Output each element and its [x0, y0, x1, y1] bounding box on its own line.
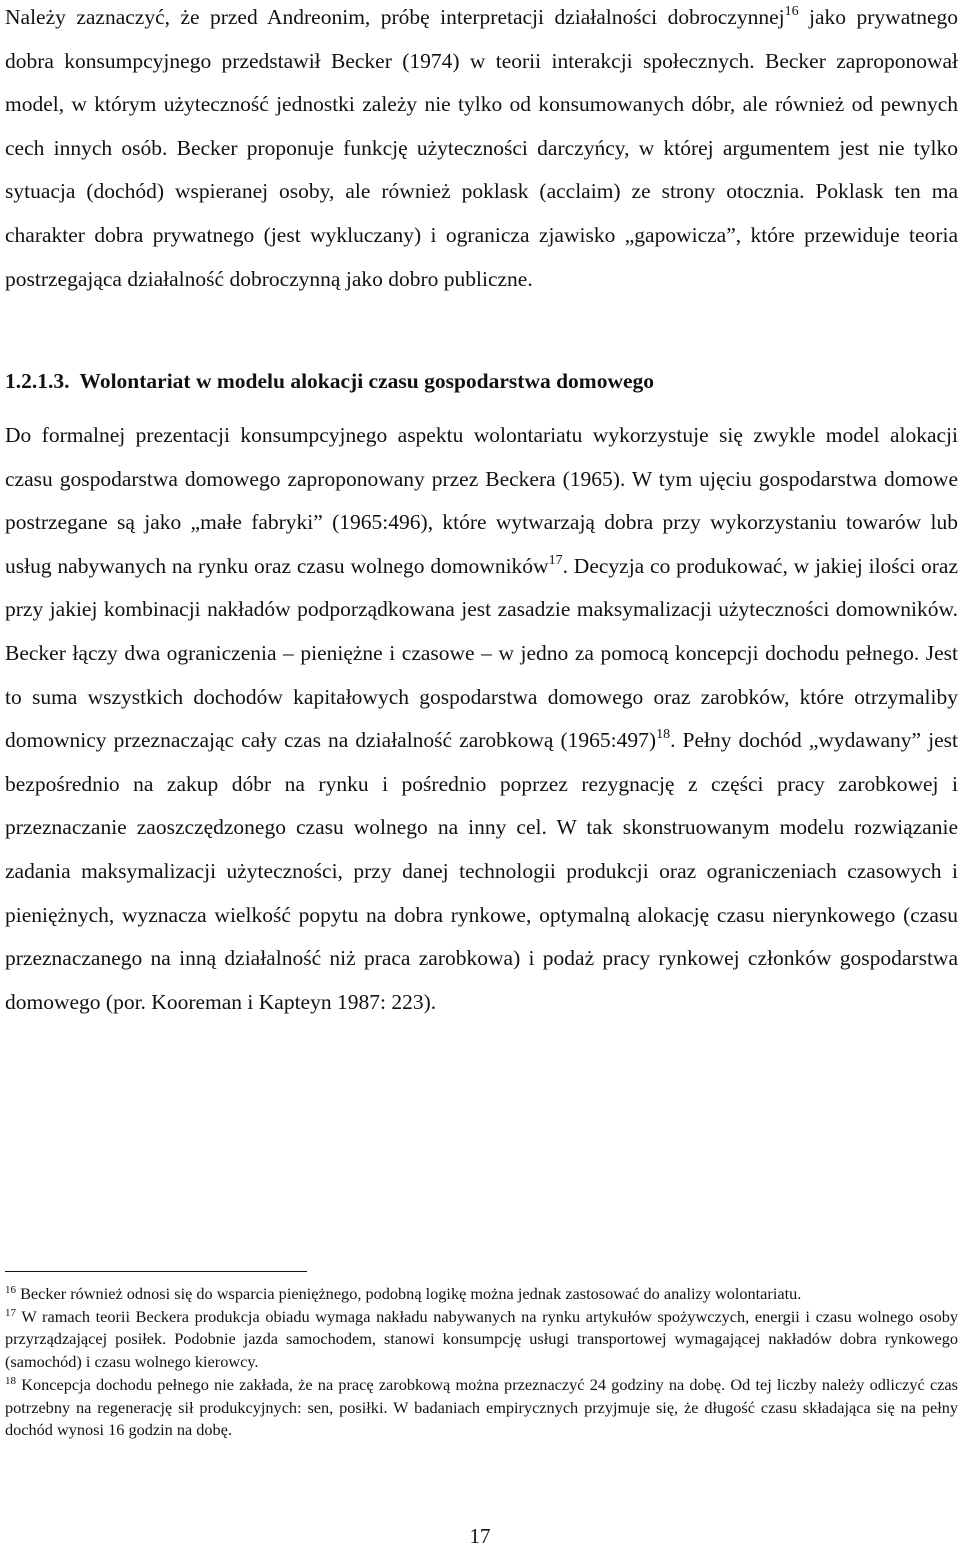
paragraph-text: . Pełny dochód „wydawany” jest bezpośrednio na zakup dóbr na rynku i pośrednio poprzez rezygnację z części pracy zarobkowej i przeznaczanie zaoszczędzonego czasu wolnego na inny cel. W tak skonstruowanym modelu rozwiązanie zadania maksymalizacji użyteczności, przy danej technologii produkcji oraz ograniczeniach czasowych i pieniężnych, wyznacza wielkość popytu na dobra rynkowe, optymalną alokację czasu nierynkowego (czasu przeznaczanego na inną działalność niż praca zarobkowa) i podaż pracy rynkowej członków gospodarstwa domowego (por. Kooreman i Kapteyn 1987: 223).: [5, 728, 958, 1014]
footnote-number: 18: [5, 1374, 16, 1387]
footnote-ref-17[interactable]: 17: [548, 552, 563, 568]
section-title: Wolontariat w modelu alokacji czasu gospodarstwa domowego: [79, 369, 655, 393]
paragraph-text: Do formalnej prezentacji konsumpcyjnego aspektu wolontariatu wykorzystuje się zwykle model alokacji czasu gospodarstwa domowego zaproponowany przez Beckera (1965). W tym ujęciu gospodarstwa domowe postrzegane są jako „małe fabryki” (1965:496), które wytwarzają dobra przy wykorzystaniu towarów lub usług nabywanych na rynku oraz czasu wolnego domowników: [5, 423, 958, 578]
footnote-number: 16: [5, 1284, 16, 1296]
section-heading: [5, 366, 958, 396]
page-number: 17: [469, 1524, 491, 1548]
footnote-number: 17: [5, 1306, 16, 1319]
footnote-18: [5, 1374, 958, 1442]
paragraph-text: . Decyzja co produkować, w jakiej ilości oraz przy jakiej kombinacji nakładów podporządkowana jest zasadzie maksymalizacji użyteczności domowników. Becker łączy dwa ograniczenia – pieniężne i czasowe – w jedno za pomocą koncepcji dochodu pełnego. Jest to suma wszystkich dochodów kapitałowych gospodarstwa domowego oraz zarobków, które otrzymaliby domownicy przeznaczając cały czas na działalność zarobkową (1965:497): [5, 553, 959, 753]
footnote-separator: [5, 1271, 307, 1272]
footnote-ref-18[interactable]: 18: [656, 727, 671, 743]
footnote-text: W ramach teorii Beckera produkcja obiadu wymaga nakładu nabywanych na rynku artykułów spożywczych, energii i czasu wolnego osoby przyrządzającej posiłek. Podobnie jazda samochodem, stanowi konsumpcję usługi transportowej wymagającej nakładów dobra rynkowego (samochód) i czasu wolnego kierowcy.: [5, 1306, 958, 1372]
footnote-text: Koncepcja dochodu pełnego nie zakłada, że na pracę zarobkową można przeznaczyć 24 godziny na dobę. Od tej liczby należy odliczyć czas potrzebny na regenerację sił produkcyjnych: sen, posiłki. W badaniach empirycznych przyjmuje się, że długość czasu składająca się na pełny dochód wynosi 16 godzin na dobę.: [5, 1374, 958, 1440]
footnote-ref-16[interactable]: 16: [784, 4, 799, 19]
footnote-text: Becker również odnosi się do wsparcia pieniężnego, podobną logikę można jednak zastosować do analizy wolontariatu.: [16, 1284, 802, 1303]
footnotes: [5, 1283, 958, 1442]
section-number: 1.2.1.3.: [5, 369, 70, 393]
footnote-17: [5, 1306, 958, 1374]
footnote-16: [5, 1283, 958, 1306]
paragraph-time-allocation-model: [5, 414, 958, 1024]
paragraph-becker-1974: [5, 0, 958, 301]
paragraph-text: Należy zaznaczyć, że przed Andreonim, próbę interpretacji działalności dobroczynnej: [5, 5, 785, 29]
paragraph-text: jako prywatnego dobra konsumpcyjnego przedstawił Becker (1974) w teorii interakcji społecznych. Becker zaproponował model, w którym użyteczność jednostki zależy nie tylko od konsumowanych dóbr, ale również od pewnych cech innych osób. Becker proponuje funkcję użyteczności darczyńcy, w której argumentem jest nie tylko sytuacja (dochód) wspieranej osoby, ale również poklask (acclaim) ze strony otocznia. Poklask ten ma charakter dobra prywatnego (jest wykluczany) i ogranicza zjawisko „gapowicza”, które przewiduje teoria postrzegająca działalność dobroczynną jako dobro publiczne.: [5, 5, 959, 291]
